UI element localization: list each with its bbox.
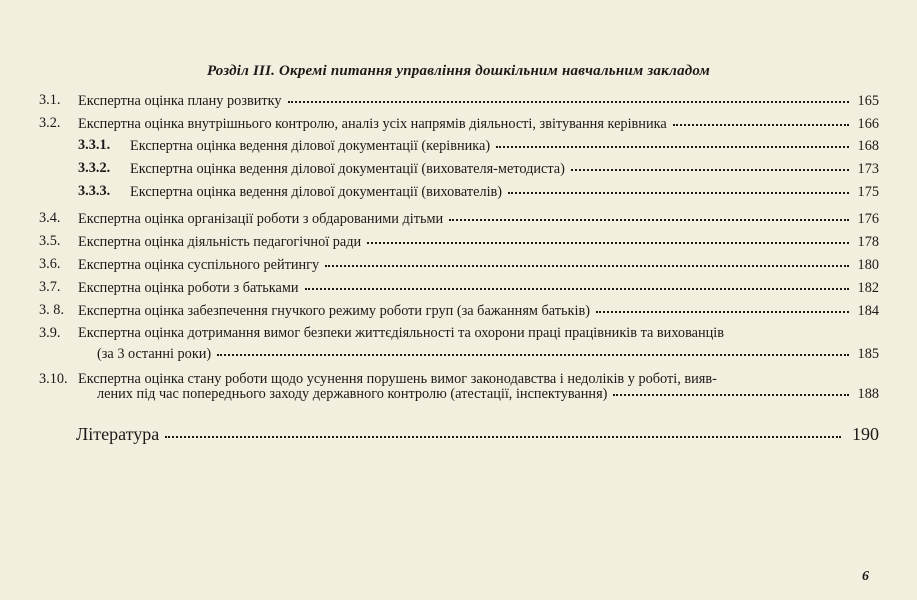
entry-title: Експертна оцінка суспільного рейтингу [78,257,320,273]
dot-leader [165,424,841,440]
entry-page: 178 [857,234,879,250]
entry-title: Експертна оцінка діяльність педагогічної ради [78,234,362,250]
dot-leader [571,159,849,173]
entry-title: Експертна оцінка дотримання вимог безпеки життєдіяльності та охорони праці працівників та вихованців [78,325,725,341]
entry-page: 180 [857,257,879,273]
entry-title-continued: (за 3 останні роки) [97,346,212,362]
entry-title: Експертна оцінка ведення ділової документації (вихователів) [130,184,503,200]
entry-number: 3. 8. [39,302,65,318]
entry-title: Експертна оцінка роботи з батьками [78,280,299,296]
entry-page: 175 [857,184,879,200]
entry-number: 3.3.1. [78,137,111,153]
dot-leader [367,232,849,246]
entry-number: 3.2. [39,115,61,131]
entry-number: 3.6. [39,256,61,272]
literature-page: 190 [852,424,879,444]
entry-title: Експертна оцінка плану розвитку [78,93,282,109]
dot-leader [673,114,849,128]
entry-page: 165 [857,93,879,109]
entry-page: 182 [857,280,879,296]
page-number: 6 [862,569,869,584]
entry-page: 166 [857,116,879,132]
entry-number: 3.3.3. [78,183,111,199]
dot-leader [449,209,849,223]
entry-page: 173 [857,161,879,177]
entry-page: 185 [857,346,879,362]
entry-title: Експертна оцінка забезпечення гнучкого режиму роботи груп (за бажанням батьків) [78,303,590,319]
entry-title: Експертна оцінка ведення ділової документації (вихователя-методиста) [130,161,565,177]
literature-title: Література [76,424,160,444]
section-title: Розділ III. Окремі питання управління дошкільним навчальним закладом [206,63,711,79]
dot-leader [288,91,849,105]
entry-number: 3.10. [39,371,68,387]
entry-number: 3.9. [39,325,61,341]
entry-title: Експертна оцінка внутрішнього контролю, аналіз усіх напрямів діяльності, звітування керівника [78,116,667,132]
entry-number: 3.4. [39,210,61,226]
entry-title: Експертна оцінка ведення ділової документації (керівника) [130,138,491,154]
dot-leader [508,182,849,196]
dot-leader [217,344,849,358]
entry-number: 3.7. [39,279,61,295]
dot-leader [613,384,849,398]
entry-number: 3.5. [39,233,61,249]
entry-page: 176 [857,211,879,227]
entry-number: 3.1. [39,92,61,108]
entry-page: 168 [857,138,879,154]
entry-page: 188 [857,386,879,402]
dot-leader [305,278,849,292]
entry-number: 3.3.2. [78,160,111,176]
entry-title-continued: лених під час попереднього заходу державного контролю (атестації, інспектування) [97,386,608,402]
entry-title: Експертна оцінка стану роботи щодо усунення порушень вимог законодавства і недоліків у роботі, вияв- [78,371,717,387]
entry-page: 184 [857,303,879,319]
dot-leader [596,301,849,315]
entry-title: Експертна оцінка організації роботи з обдарованими дітьми [78,211,444,227]
dot-leader [496,136,849,150]
dot-leader [325,255,849,269]
